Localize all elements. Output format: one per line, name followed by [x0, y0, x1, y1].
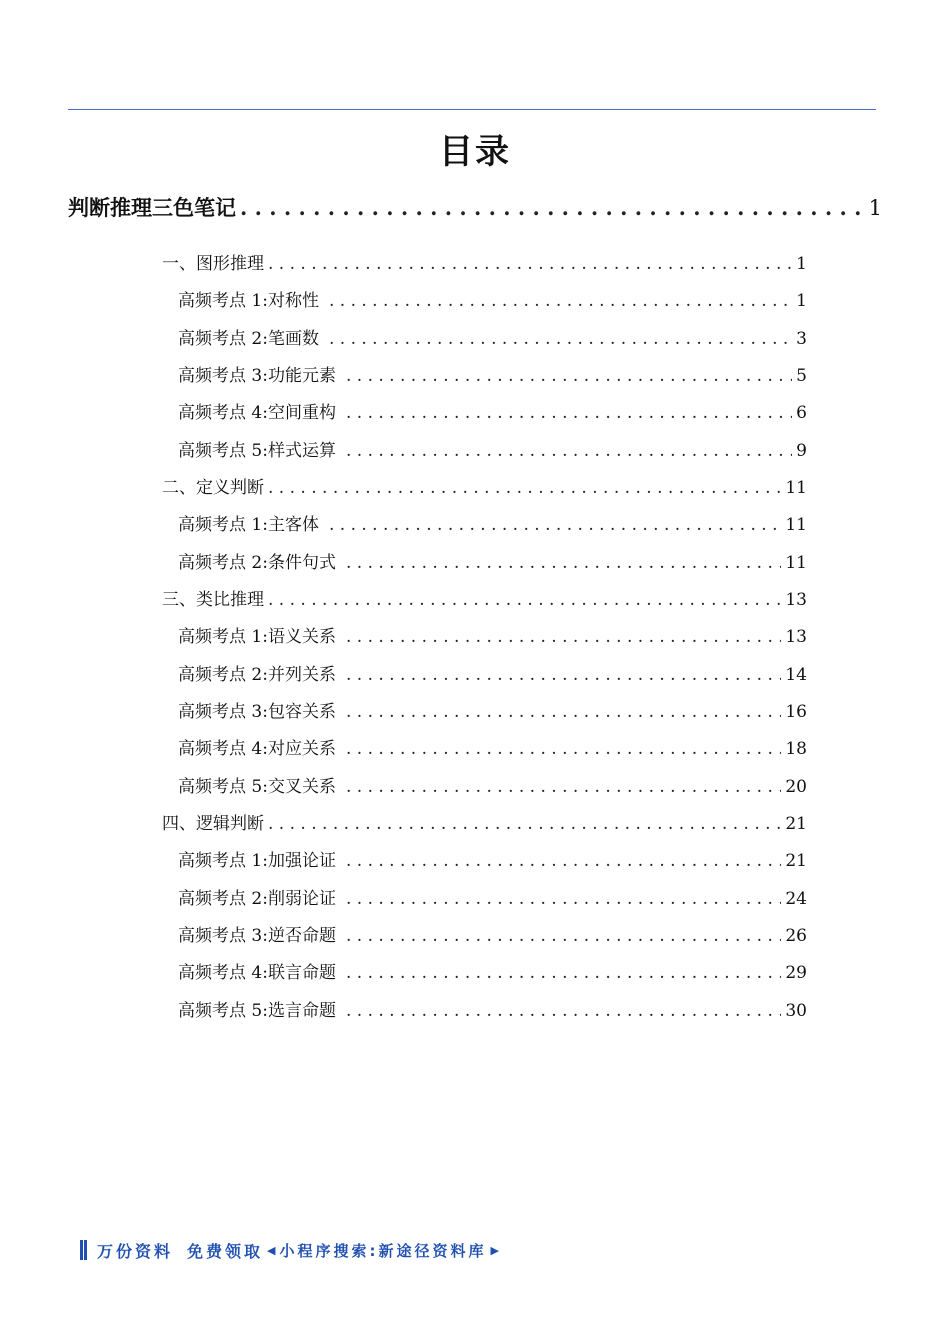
toc-main-entry-label: 判断推理三色笔记 — [68, 195, 236, 220]
footer-text-b: 免费领取 — [187, 1241, 264, 1261]
toc-leader — [346, 441, 792, 461]
toc-entry-page: 18 — [785, 739, 807, 759]
toc-entry-page: 11 — [785, 553, 807, 573]
toc-leader — [346, 739, 781, 759]
toc-leader — [268, 814, 781, 834]
toc-entry-label: 高频考点 3:包容关系 — [178, 702, 336, 722]
toc-subentry[interactable] — [178, 921, 807, 946]
toc-subentry[interactable] — [178, 697, 807, 722]
toc-leader — [329, 515, 781, 535]
toc-subentry[interactable] — [178, 734, 807, 759]
toc-leader — [268, 590, 781, 610]
toc-section-entry[interactable] — [162, 585, 807, 610]
toc-leader — [346, 403, 792, 423]
page-title: 目录 — [439, 132, 511, 172]
toc-entry-page: 21 — [785, 814, 807, 834]
toc-leader — [346, 366, 792, 386]
toc-entry-page: 5 — [796, 366, 807, 386]
toc-entry-page: 29 — [785, 963, 807, 983]
toc-entry-page: 26 — [785, 926, 807, 946]
toc-entry-label: 高频考点 2:条件句式 — [178, 553, 336, 573]
toc-entry-label: 高频考点 2:削弱论证 — [178, 889, 336, 909]
footer-promo-text: 小程序搜索:新途径资料库 — [279, 1241, 487, 1260]
toc-leader — [268, 478, 781, 498]
toc-subentry[interactable] — [178, 958, 807, 983]
toc-subentry[interactable] — [178, 510, 807, 535]
toc-leader — [346, 963, 781, 983]
toc-entry-label: 高频考点 4:联言命题 — [178, 963, 336, 983]
toc-subentry[interactable] — [178, 884, 807, 909]
toc-section-entry[interactable] — [162, 809, 807, 834]
toc-entry-page: 13 — [785, 627, 807, 647]
toc-leader — [329, 329, 792, 349]
toc-subentry[interactable] — [178, 846, 807, 871]
toc-entry-page: 6 — [796, 403, 807, 423]
toc-entry-page: 11 — [785, 515, 807, 535]
toc-entry-page: 3 — [796, 329, 807, 349]
toc-section-entry[interactable] — [162, 473, 807, 498]
toc-leader — [346, 851, 781, 871]
toc-entry-label: 高频考点 3:逆否命题 — [178, 926, 336, 946]
toc-entry-page: 1 — [796, 254, 807, 274]
toc-leader — [346, 926, 781, 946]
toc-subentry[interactable] — [178, 436, 807, 461]
toc-subentry[interactable] — [178, 660, 807, 685]
toc-leader — [346, 1001, 781, 1021]
toc-entry-label: 高频考点 5:选言命题 — [178, 1001, 336, 1021]
toc-leader — [346, 702, 781, 722]
promo-footer[interactable] — [80, 1238, 503, 1262]
toc-entry-page: 11 — [785, 478, 807, 498]
toc-entry-label: 高频考点 3:功能元素 — [178, 366, 336, 386]
toc-entry-label: 高频考点 1:语义关系 — [178, 627, 336, 647]
toc-leader — [329, 291, 792, 311]
header-rule — [68, 109, 876, 110]
toc-entry-label: 高频考点 5:样式运算 — [178, 441, 336, 461]
triangle-left-icon: ◀ — [267, 1243, 276, 1257]
toc-subentry[interactable] — [178, 361, 807, 386]
toc-entry-page: 20 — [785, 777, 807, 797]
toc-entry-label: 高频考点 4:空间重构 — [178, 403, 336, 423]
toc-entry-label: 高频考点 1:加强论证 — [178, 851, 336, 871]
toc-subentry[interactable] — [178, 398, 807, 423]
toc-entry-label: 高频考点 5:交叉关系 — [178, 777, 336, 797]
toc-entry-label: 四、逻辑判断 — [162, 814, 264, 834]
toc-main-entry-page: 1 — [868, 196, 882, 220]
toc-entry-label: 一、图形推理 — [162, 254, 264, 274]
toc-entry-page: 24 — [785, 889, 807, 909]
toc-entry-page: 21 — [785, 851, 807, 871]
toc-leader — [346, 889, 781, 909]
toc-entry-page: 1 — [796, 291, 807, 311]
toc-entry-label: 高频考点 1:对称性 — [178, 291, 319, 311]
toc-leader — [346, 665, 781, 685]
toc-main-entry[interactable] — [68, 192, 882, 222]
toc-entry-label: 高频考点 2:并列关系 — [178, 665, 336, 685]
toc-entry-page: 9 — [796, 441, 807, 461]
toc-entry-page: 30 — [785, 1001, 807, 1021]
toc-subentry[interactable] — [178, 548, 807, 573]
toc-subentry[interactable] — [178, 772, 807, 797]
toc-leader — [268, 254, 792, 274]
toc-entry-label: 二、定义判断 — [162, 478, 264, 498]
toc-subentry[interactable] — [178, 996, 807, 1021]
toc-entry-label: 三、类比推理 — [162, 590, 264, 610]
toc-leader — [346, 553, 781, 573]
toc-leader — [240, 195, 865, 220]
toc-subentry[interactable] — [178, 286, 807, 311]
toc-leader — [346, 627, 781, 647]
toc-entry-label: 高频考点 2:笔画数 — [178, 329, 319, 349]
toc-entry-page: 14 — [785, 665, 807, 685]
footer-bar-icon — [80, 1240, 87, 1260]
toc-section-entry[interactable] — [162, 249, 807, 274]
toc-entry-page: 16 — [785, 702, 807, 722]
toc-entry-label: 高频考点 1:主客体 — [178, 515, 319, 535]
toc-subentry[interactable] — [178, 324, 807, 349]
toc-entry-page: 13 — [785, 590, 807, 610]
triangle-right-icon: ▶ — [490, 1243, 499, 1257]
toc-leader — [346, 777, 781, 797]
toc-entry-label: 高频考点 4:对应关系 — [178, 739, 336, 759]
footer-text-a: 万份资料 — [97, 1241, 174, 1261]
toc-subentry[interactable] — [178, 622, 807, 647]
